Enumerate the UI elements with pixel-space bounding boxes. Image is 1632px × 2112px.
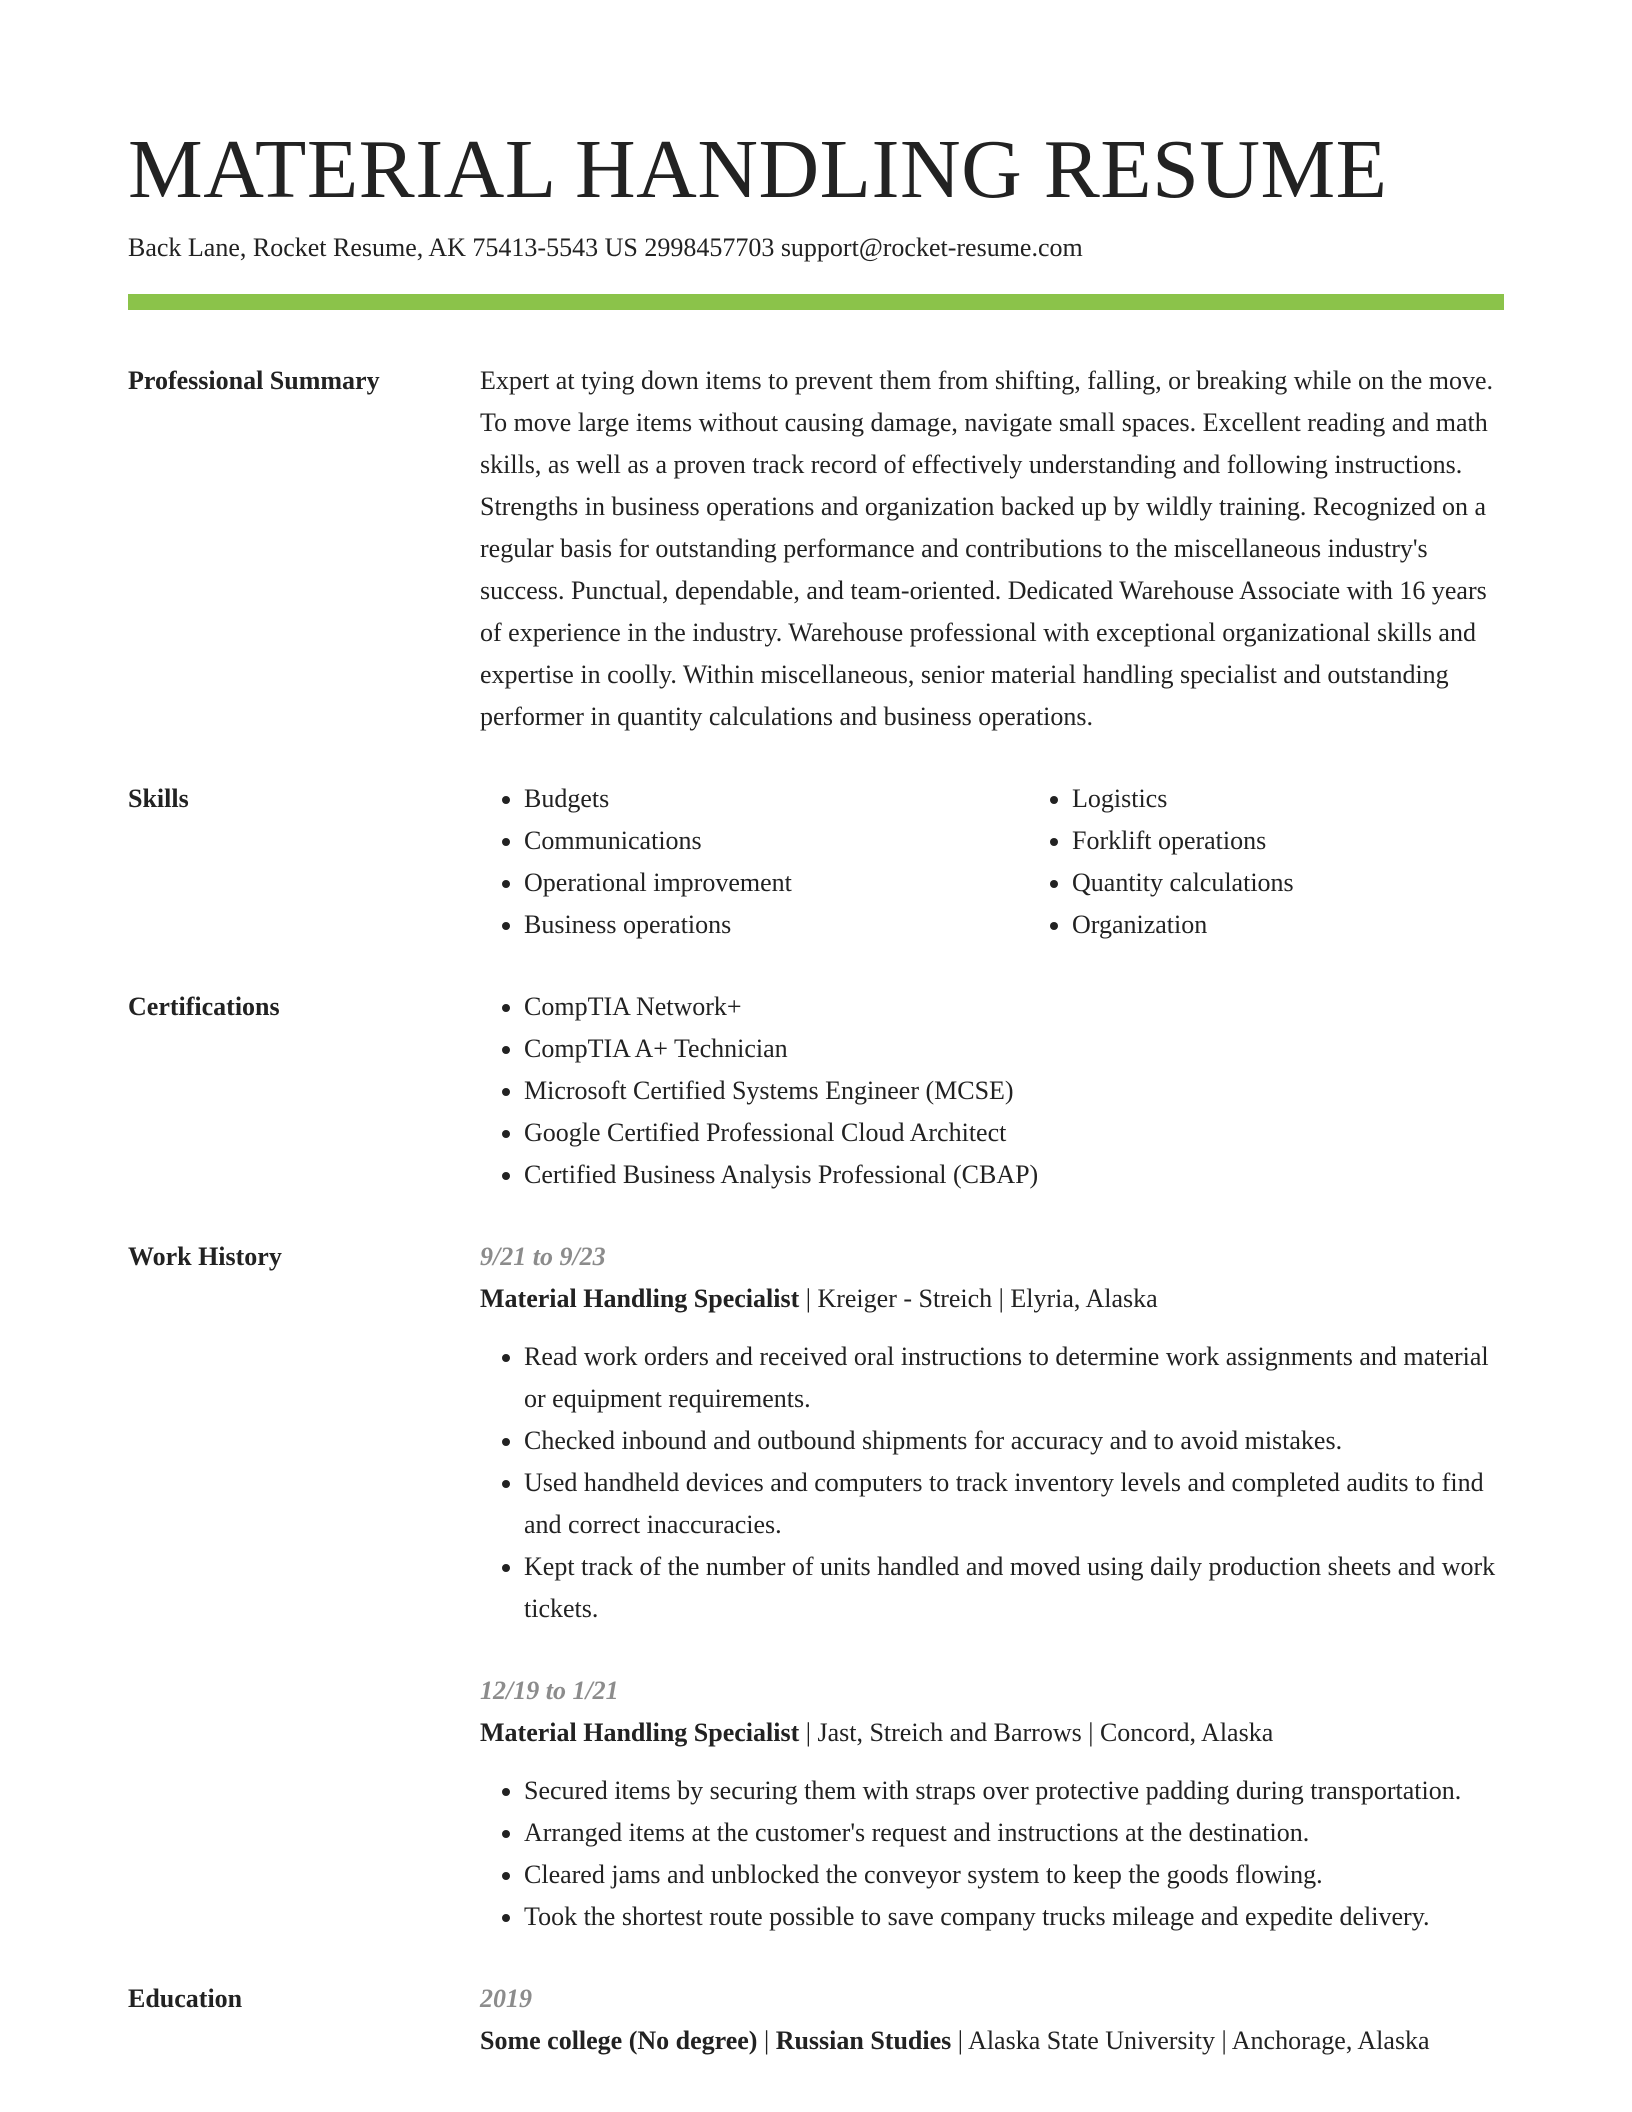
job-title: Material Handling Specialist: [480, 1718, 800, 1747]
section-body: [480, 986, 1504, 1196]
skill-item: • Logistics: [1072, 778, 1576, 820]
job-bullet: • Read work orders and received oral instructions to determine work assignments and material or equipment requirements.: [524, 1336, 1504, 1420]
section-title: Work History: [128, 1242, 282, 1271]
skills-list-left: [480, 778, 1028, 946]
skill-item: • Business operations: [524, 904, 1028, 946]
section-title: Professional Summary: [128, 366, 380, 395]
contact-line: [128, 230, 1504, 266]
separator: |: [1221, 2026, 1232, 2055]
job-company: Jast, Streich and Barrows: [817, 1718, 1082, 1747]
header-divider: [128, 294, 1504, 310]
section-education: [128, 1978, 1504, 2078]
skills-grid: [480, 778, 1576, 946]
certification-item: • Certified Business Analysis Professional (CBAP): [524, 1154, 1504, 1196]
skills-list-right: [1028, 778, 1576, 946]
separator: |: [957, 2026, 969, 2055]
skill-item: • Operational improvement: [524, 862, 1028, 904]
section-professional-summary: [128, 360, 1504, 738]
resume-name: MATERIAL HANDLING RESUME: [128, 123, 1388, 216]
skill-item: • Communications: [524, 820, 1028, 862]
section-work-history: [128, 1236, 1504, 1938]
certifications-list: [480, 986, 1504, 1196]
section-skills: [128, 778, 1504, 946]
job-bullet: • Used handheld devices and computers to track inventory levels and completed audits to find and correct inaccuracies.: [524, 1462, 1504, 1546]
skill-item: • Quantity calculations: [1072, 862, 1576, 904]
job-bullet: • Checked inbound and outbound shipments for accuracy and to avoid mistakes.: [524, 1420, 1504, 1462]
separator: |: [998, 1284, 1011, 1313]
job-location: Elyria, Alaska: [1010, 1284, 1158, 1313]
job-bullet: • Took the shortest route possible to save company trucks mileage and expedite delivery.: [524, 1896, 1504, 1938]
separator: |: [805, 1284, 818, 1313]
job-bullets: [480, 1770, 1504, 1938]
job-entry: [480, 1236, 1504, 1630]
contact-address: Back Lane, Rocket Resume, AK 75413-5543 US: [128, 233, 638, 262]
job-entry: [480, 1670, 1504, 1938]
job-bullet: • Cleared jams and unblocked the conveyor system to keep the goods flowing.: [524, 1854, 1504, 1896]
separator: |: [805, 1718, 818, 1747]
education-degree: Some college (No degree): [480, 2026, 758, 2055]
education-heading: [480, 2020, 1504, 2062]
section-body: [480, 1978, 1504, 2078]
job-title: Material Handling Specialist: [480, 1284, 800, 1313]
section-body: [480, 360, 1504, 738]
job-bullet: • Arranged items at the customer's request and instructions at the destination.: [524, 1812, 1504, 1854]
summary-text: Expert at tying down items to prevent them from shifting, falling, or breaking while on the move. To move large items without causing damage, navigate small spaces. Excellent reading and math skills, as well as a proven track record of effectively understanding and following instructions. Strengths in business operations and organization backed up by wildly training. Recognized on a regular basis for outstanding performance and contributions to the miscellaneous industry's success. Punctual, dependable, and team-oriented. Dedicated Warehouse Associate with 16 years of experience in the industry. Warehouse professional with exceptional organizational skills and expertise in coolly. Within miscellaneous, senior material handling specialist and outstanding performer in quantity calculations and business operations.: [480, 366, 1494, 731]
job-dates: 9/21 to 9/23: [480, 1242, 606, 1271]
skill-item: • Forklift operations: [1072, 820, 1576, 862]
job-company: Kreiger - Streich: [817, 1284, 993, 1313]
education-location: Anchorage, Alaska: [1231, 2026, 1430, 2055]
job-bullet: • Kept track of the number of units handled and moved using daily production sheets and work tickets.: [524, 1546, 1504, 1630]
job-heading: [480, 1712, 1504, 1754]
job-bullets: [480, 1336, 1504, 1630]
section-title: Skills: [128, 784, 189, 813]
certification-item: • CompTIA A+ Technician: [524, 1028, 1504, 1070]
section-title: Education: [128, 1984, 243, 2013]
certification-item: • CompTIA Network+: [524, 986, 1504, 1028]
section-certifications: [128, 986, 1504, 1196]
separator: |: [1088, 1718, 1100, 1747]
education-dates: 2019: [480, 1984, 532, 2013]
certification-item: • Google Certified Professional Cloud Architect: [524, 1112, 1504, 1154]
section-title: Certifications: [128, 992, 280, 1021]
resume-page: [128, 120, 1504, 2078]
section-body: [480, 1236, 1504, 1938]
skill-item: • Budgets: [524, 778, 1028, 820]
job-dates: 12/19 to 1/21: [480, 1676, 619, 1705]
job-location: Concord, Alaska: [1099, 1718, 1274, 1747]
education-school: Alaska State University: [968, 2026, 1215, 2055]
certification-item: • Microsoft Certified Systems Engineer (MCSE): [524, 1070, 1504, 1112]
education-field: Russian Studies: [775, 2026, 952, 2055]
separator: |: [763, 2026, 776, 2055]
job-heading: [480, 1278, 1504, 1320]
contact-phone: 2998457703: [644, 233, 775, 262]
job-bullet: • Secured items by securing them with straps over protective padding during transportation.: [524, 1770, 1504, 1812]
contact-email: support@rocket-resume.com: [780, 233, 1083, 262]
skill-item: • Organization: [1072, 904, 1576, 946]
